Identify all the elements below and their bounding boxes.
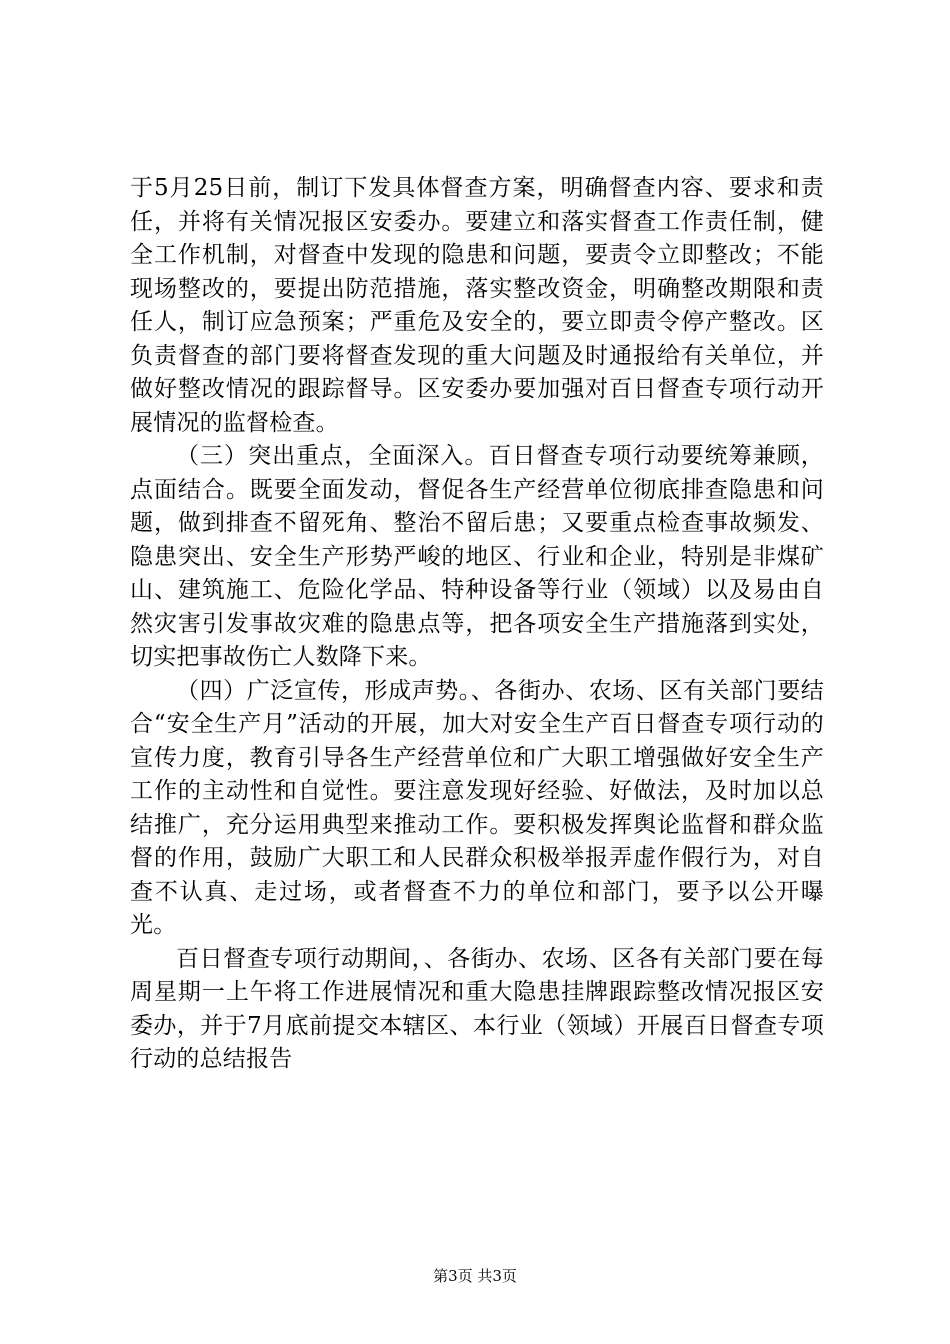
paragraph-closing: 百日督查专项行动期间，、各街办、农场、区各有关部门要在每周星期一上午将工作进展情况和重大隐患挂牌跟踪整改情况报区安委办，并于7月底前提交本辖区、本行业（领域）开展百日督查专项行动的总结报告: [130, 945, 824, 1072]
paragraph-section-4: （四）广泛宣传，形成声势。、各街办、农场、区有关部门要结合“安全生产月”活动的开展，加大对安全生产百日督查专项行动的宣传力度，教育引导各生产经营单位和广大职工增强做好安全生产工作的主动性和自觉性。要注意发现好经验、好做法，及时加以总结推广，充分运用典型来推动工作。要积极发挥舆论监督和群众监督的作用，鼓励广大职工和人民群众积极举报弄虚作假行为，对自查不认真、走过场，或者督查不力的单位和部门，要予以公开曝光。: [130, 677, 824, 938]
document-body: [130, 172, 824, 1077]
paragraph-section-3: （三）突出重点，全面深入。百日督查专项行动要统筹兼顾，点面结合。既要全面发动，督促各生产经营单位彻底排查隐患和问题，做到排查不留死角、整治不留后患；又要重点检查事故频发、隐患突出、安全生产形势严峻的地区、行业和企业，特别是非煤矿山、建筑施工、危险化学品、特种设备等行业（领域）以及易由自然灾害引发事故灾难的隐患点等，把各项安全生产措施落到实处，切实把事故伤亡人数降下来。: [130, 443, 824, 670]
page-footer: 第3页 共3页: [433, 1267, 517, 1285]
paragraph-continuation: 于5月25日前，制订下发具体督查方案，明确督查内容、要求和责任，并将有关情况报区安委办。要建立和落实督查工作责任制，健全工作机制，对督查中发现的隐患和问题，要责令立即整改；不能现场整改的，要提出防范措施，落实整改资金，明确整改期限和责任人，制订应急预案；严重危及安全的，要立即责令停产整改。区负责督查的部门要将督查发现的重大问题及时通报给有关单位，并做好整改情况的跟踪督导。区安委办要加强对百日督查专项行动开展情况的监督检查。: [130, 175, 824, 436]
